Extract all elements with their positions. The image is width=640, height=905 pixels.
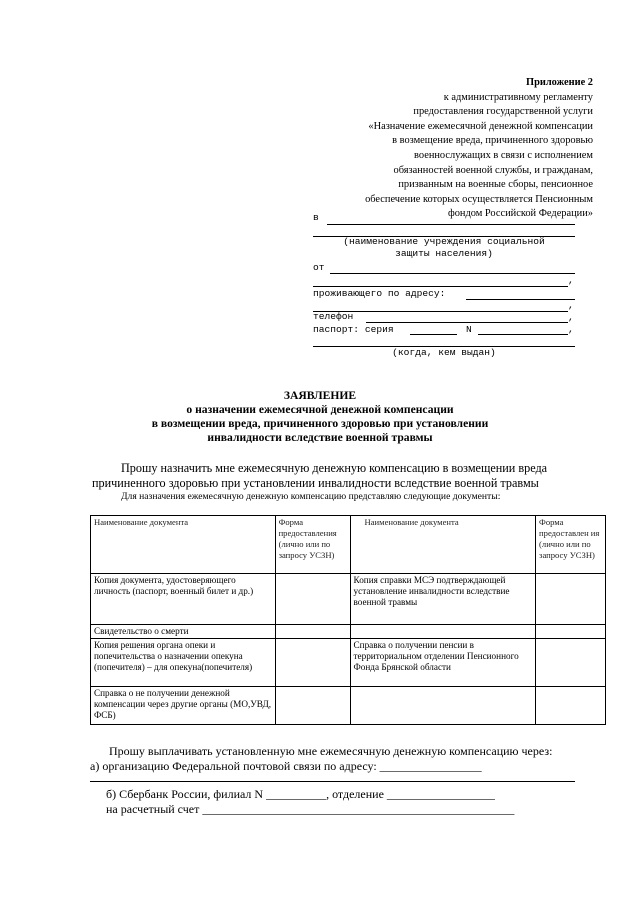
payment-option-post: а) организацию Федеральной почтовой связи по адресу: _________________ (90, 759, 482, 773)
table-cell[interactable] (536, 574, 606, 625)
comma: , (568, 275, 574, 286)
institution-hint-1: (наименование учреждения социальной (343, 236, 545, 247)
payment-intro: Прошу выплачивать установленную мне ежемесячную денежную компенсацию через: (109, 744, 553, 758)
to-label: в (313, 212, 319, 223)
account-number-line: на расчетный счет ____________________________________________________ (106, 802, 515, 816)
table-header-cell: Наименование документа (91, 516, 276, 574)
passport-series-field[interactable] (410, 334, 457, 335)
applicant-name-field-line2[interactable] (313, 286, 568, 287)
table-cell[interactable] (275, 574, 350, 625)
table-cell[interactable] (536, 625, 606, 639)
documents-intro: Для назначения ежемесячную денежную компенсацию представляю следующие документы: (121, 491, 501, 502)
table-cell: Копия решения органа опеки и попечительства о назначении опекуна (попечителя) – для опекуна(попечителя) (91, 639, 276, 687)
table-cell[interactable] (536, 639, 606, 687)
appendix-block (365, 76, 593, 222)
passport-number-label: N (466, 324, 472, 335)
issued-hint: (когда, кем выдан) (392, 347, 496, 358)
table-cell: Копия справки МСЭ подтверждающей установление инвалидности вследствие военной травмы (350, 574, 536, 625)
appendix-line: призванным на военные сборы, пенсионное (398, 179, 593, 191)
passport-number-field[interactable] (478, 334, 568, 335)
table-cell[interactable] (275, 639, 350, 687)
request-text-line2: причиненного здоровью при установлении инвалидности вследствие военной травмы (92, 476, 539, 490)
from-label: от (313, 262, 325, 273)
statement-subtitle: инвалидности вследствие военной травмы (207, 431, 433, 444)
address-label: проживающего по адресу: (313, 288, 446, 299)
appendix-line: фондом Российской Федерации» (447, 208, 593, 220)
comma: , (568, 300, 574, 311)
statement-subtitle: о назначении ежемесячной денежной компенсации (186, 403, 454, 416)
table-row (91, 639, 606, 687)
table-header-cell: Наименование документа (350, 516, 536, 574)
appendix-title: Приложение 2 (525, 77, 593, 88)
appendix-line: в возмещение вреда, причиненного здоровью (392, 135, 593, 147)
table-cell: Копия документа, удостоверяющего личность (паспорт, военный билет и др.) (91, 574, 276, 625)
table-cell[interactable] (350, 625, 536, 639)
statement-title: ЗАЯВЛЕНИЕ (283, 389, 357, 402)
appendix-line: «Назначение ежемесячной денежной компенсации (368, 120, 593, 132)
phone-field[interactable] (366, 322, 568, 323)
applicant-name-field[interactable] (330, 273, 575, 274)
table-cell[interactable] (536, 687, 606, 725)
table-header-cell: Форма предоставления (лично или по запросу УСЗН) (275, 516, 350, 574)
request-text-line1: Прошу назначить мне ежемесячную денежную компенсацию в возмещении вреда (121, 461, 548, 475)
table-cell: Справка о не получении денежной компенсации через другие органы (МО,УВД, ФСБ) (91, 687, 276, 725)
appendix-line: обязанностей военной службы, и гражданам, (393, 164, 593, 176)
appendix-line: военнослужащих в связи с исполнением (414, 149, 593, 161)
table-row (91, 574, 606, 625)
documents-table (90, 515, 606, 725)
table-header-cell: Форма предоставлен ия (лично или по запросу УСЗН) (536, 516, 606, 574)
passport-series-label: паспорт: серия (313, 324, 394, 335)
address-field[interactable] (466, 299, 575, 300)
comma: , (568, 312, 574, 323)
table-row (91, 687, 606, 725)
table-cell: Свидетельство о смерти (91, 625, 276, 639)
appendix-line: к административному регламенту (443, 91, 593, 103)
post-address-field[interactable] (90, 781, 575, 782)
appendix-line: обеспечение которых осуществляется Пенсионным (365, 193, 593, 205)
table-cell[interactable] (275, 625, 350, 639)
institution-hint-2: защиты населения) (395, 248, 493, 259)
appendix-line: предоставления государственной услуги (413, 106, 593, 118)
phone-label: телефон (313, 311, 354, 322)
table-cell[interactable] (350, 687, 536, 725)
table-cell[interactable] (275, 687, 350, 725)
payment-option-sberbank: б) Сбербанк России, филиал N __________, отделение __________________ (106, 787, 495, 801)
table-cell: Справка о получении пенсии в территориальном отделении Пенсионного Фонда Брянской области (350, 639, 536, 687)
comma: , (568, 324, 574, 335)
table-header-row (91, 516, 606, 574)
institution-field[interactable] (327, 224, 575, 225)
statement-subtitle: в возмещении вреда, причиненного здоровью при установлении (151, 417, 489, 430)
table-row (91, 625, 606, 639)
